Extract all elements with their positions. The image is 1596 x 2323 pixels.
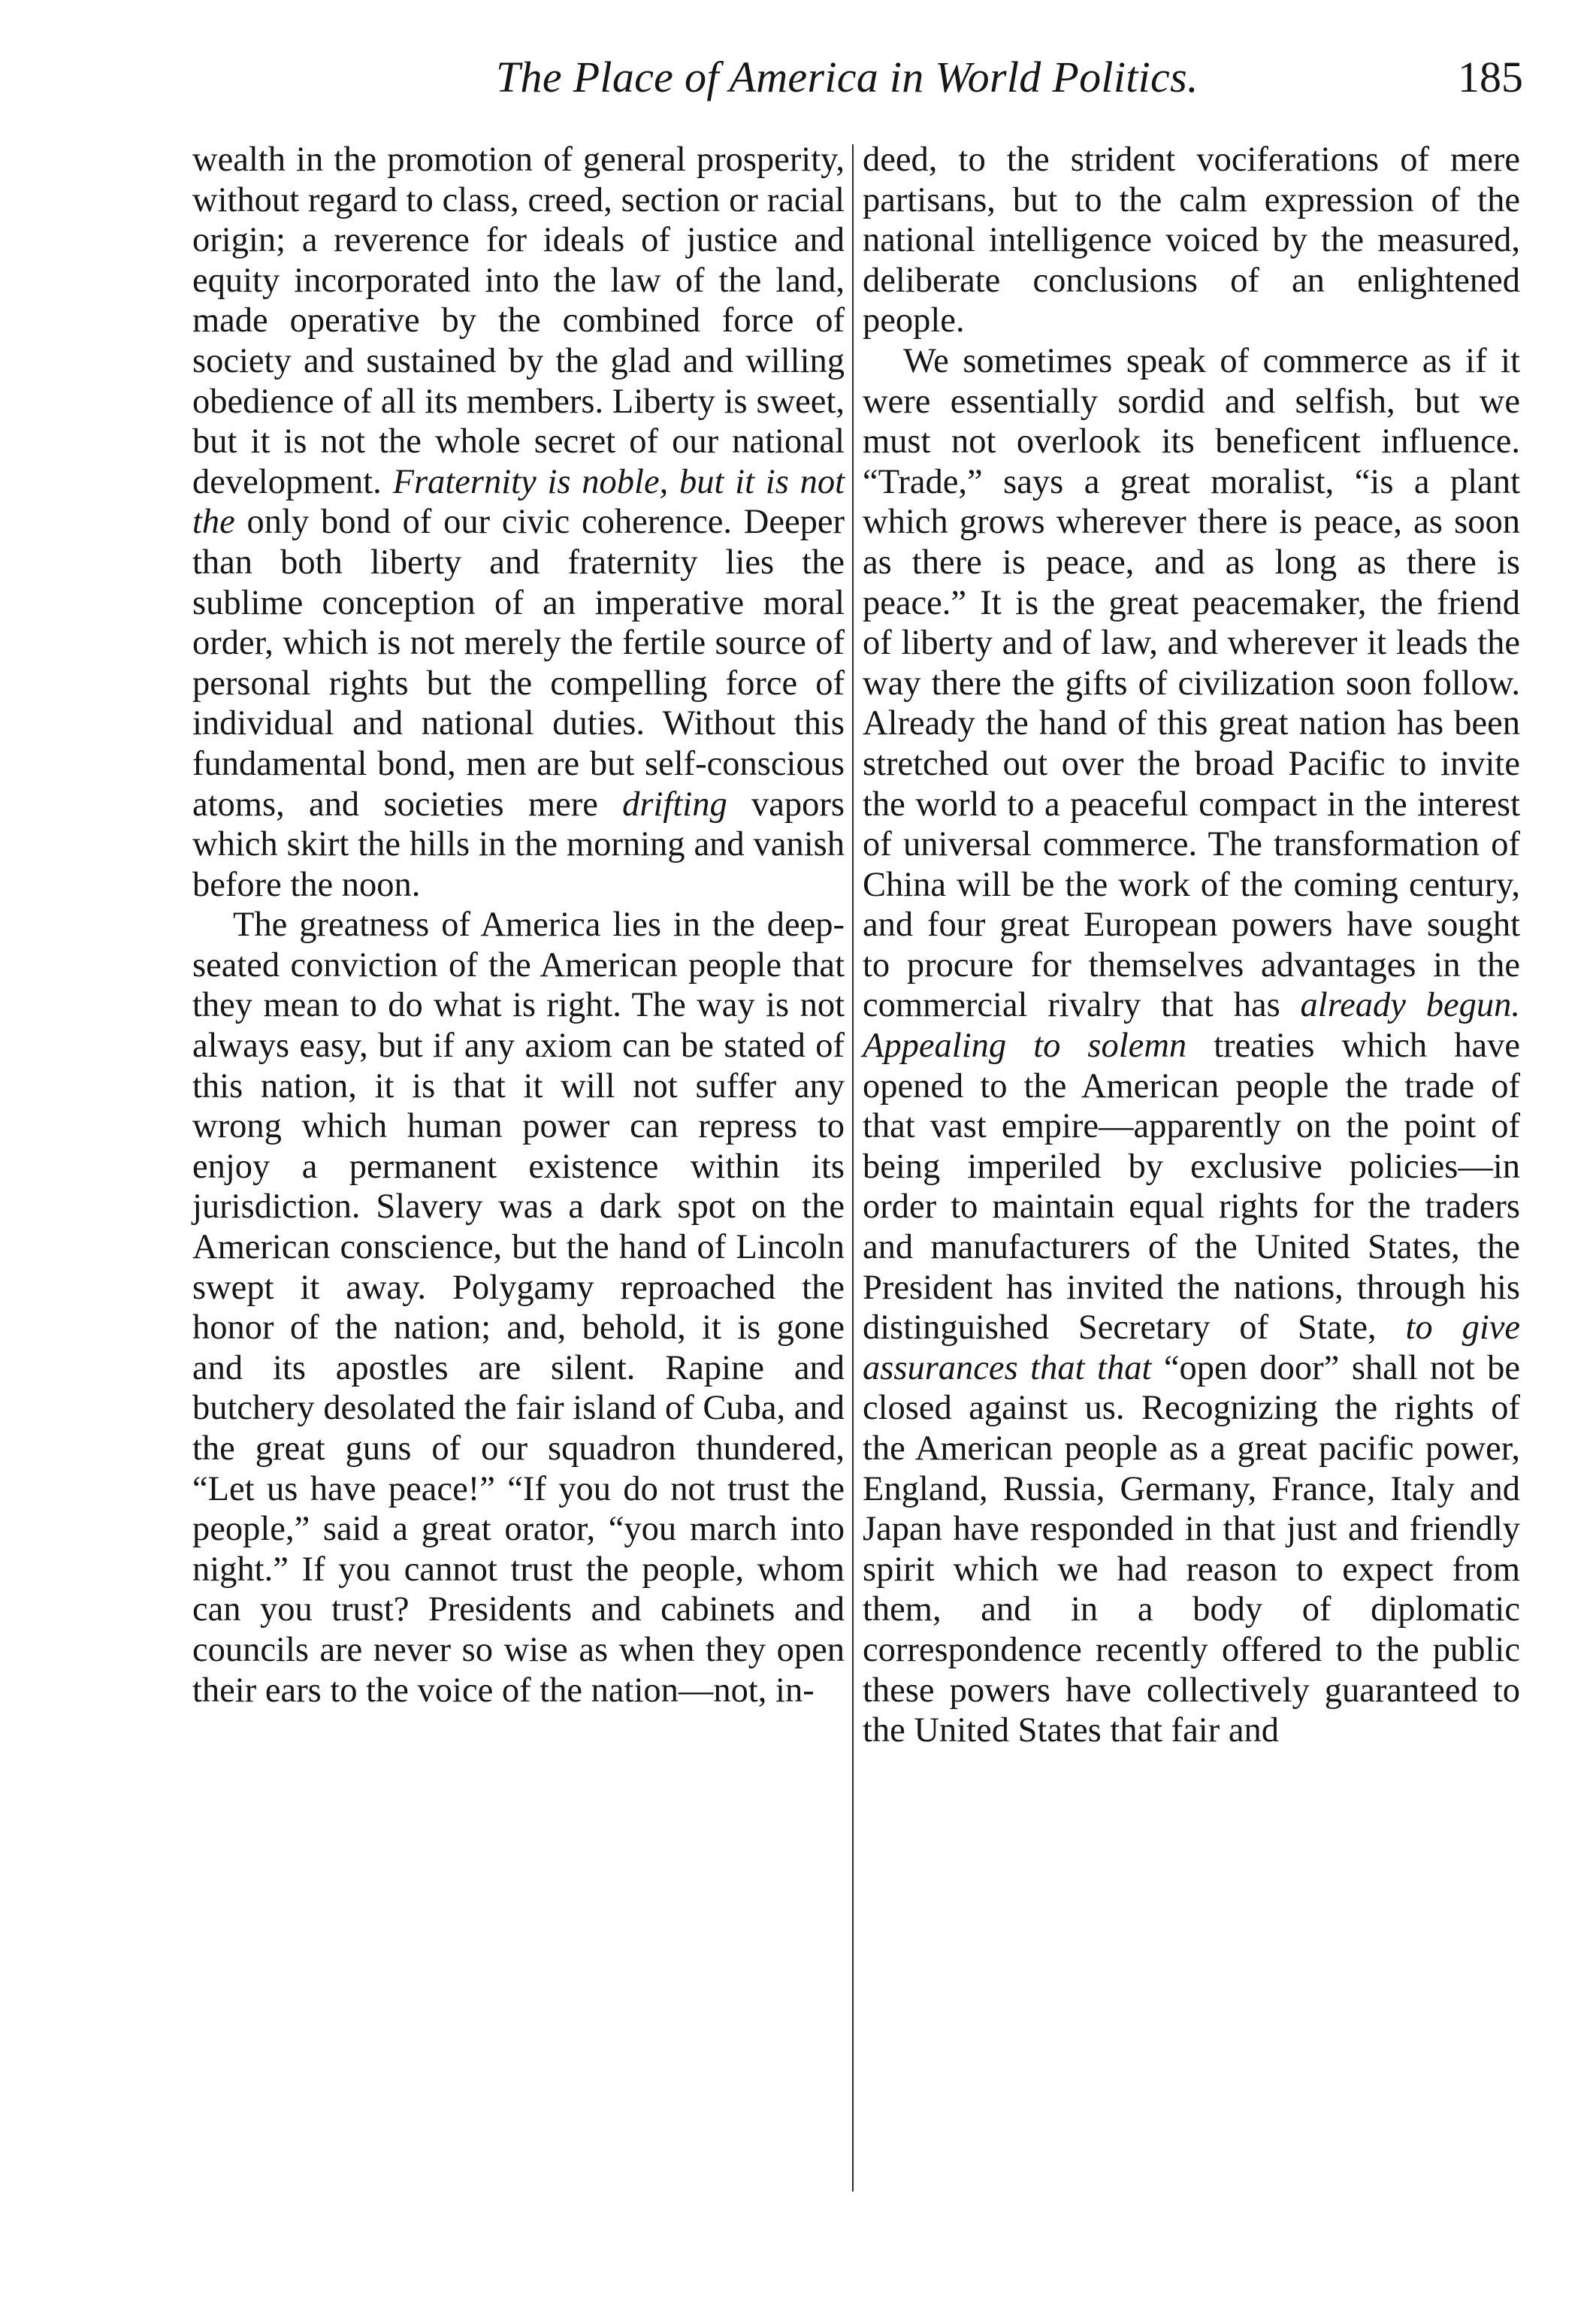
text-run: “open door” shall not be closed against us. Recognizing the rights of the American people as a great pacific power, England, Russia, Germany, France, Italy and Japan have responded in that just and friendly spirit which we had reason to expect from them, and in a body of diplomatic correspondence recently offered to the public these powers have collectively guaranteed to the United States that fair and [863, 1348, 1520, 1750]
column-divider [852, 144, 854, 2191]
italic-text-run: drifting [622, 785, 727, 824]
italic-text-run: Fraternity is noble, but it is not the [192, 462, 845, 542]
text-run: We sometimes speak of commerce as if it were essentially sordid and selfish, but we must not overlook its beneficent influence. “Trade,” says a great moralist, “is a plant which grows wherever there is peace, as soon as there is peace, and as long as there is peace.” It is the great peacemaker, the friend of liberty and of law, and wherever it leads the way there the gifts of civilization soon follow. Already the hand of this great nation has been stretched out over the broad Pacific to invite the world to a peaceful compact in the interest of universal commerce. The transformation of China will be the work of the coming century, and four great European powers have sought to procure for themselves advantages in the commercial rivalry that has [863, 341, 1520, 1025]
paragraph: deed, to the strident vociferations of mere partisans, but to the calm expression of the national intelligence voiced by the measured, deliberate conclusions of an enlightened people. [863, 141, 1520, 340]
paragraph [192, 140, 845, 905]
right-column [863, 140, 1520, 2199]
italic-text-run: already begun. Appealing to solemn [863, 986, 1520, 1066]
running-title: The Place of America in World Politics. [496, 53, 1199, 101]
page-header [0, 44, 1596, 111]
italic-text-run: to give assurances that that [863, 1308, 1521, 1387]
text-run: wealth in the promotion of general prosperity, without regard to class, creed, section or racial origin; a reverence for ideals of justice and equity incorporated into the law of the land, made operative by the combined force of society and sustained by the glad and willing obedience of all its members. Liberty is sweet, but it is not the whole secret of our national development. [192, 141, 845, 501]
text-run: only bond of our civic coherence. Deeper than both liberty and fraternity lies the sublime conception of an imperative moral order, which is not merely the fertile source of personal rights but the compelling force of individual and national duties. Without this fundamental bond, men are but self-conscious atoms, and societies mere [192, 503, 845, 824]
text-run: vapors which skirt the hills in the morning and vanish before the noon. [192, 785, 845, 904]
text-run: treaties which have opened to the American people the trade of that vast empire—apparently on the point of being imperiled by exclusive policies—in order to maintain equal rights for the traders and manufacturers of the United States, the President has invited the nations, through his distinguished Secretary of State, [863, 1027, 1521, 1348]
page-number: 185 [1458, 53, 1523, 101]
paragraph [863, 341, 1520, 1751]
left-column [192, 140, 845, 2199]
paragraph: The greatness of America lies in the deep-seated conviction of the American people that they mean to do what is right. The way is not always easy, but if any axiom can be stated of this nation, it is that it will not suffer any wrong which human power can repress to enjoy a permanent existence within its jurisdiction. Slavery was a dark spot on the American conscience, but the hand of Lincoln swept it away. Polygamy reproached the honor of the nation; and, behold, it is gone and its apostles are silent. Rapine and butchery desolated the fair island of Cuba, and the great guns of our squadron thundered, “Let us have peace!” “If you do not trust the people,” said a great orator, “you march into night.” If you cannot trust the people, whom can you trust? Presidents and cabinets and councils are never so wise as when they open their ears to the voice of the nation—not, in- [192, 906, 845, 1710]
